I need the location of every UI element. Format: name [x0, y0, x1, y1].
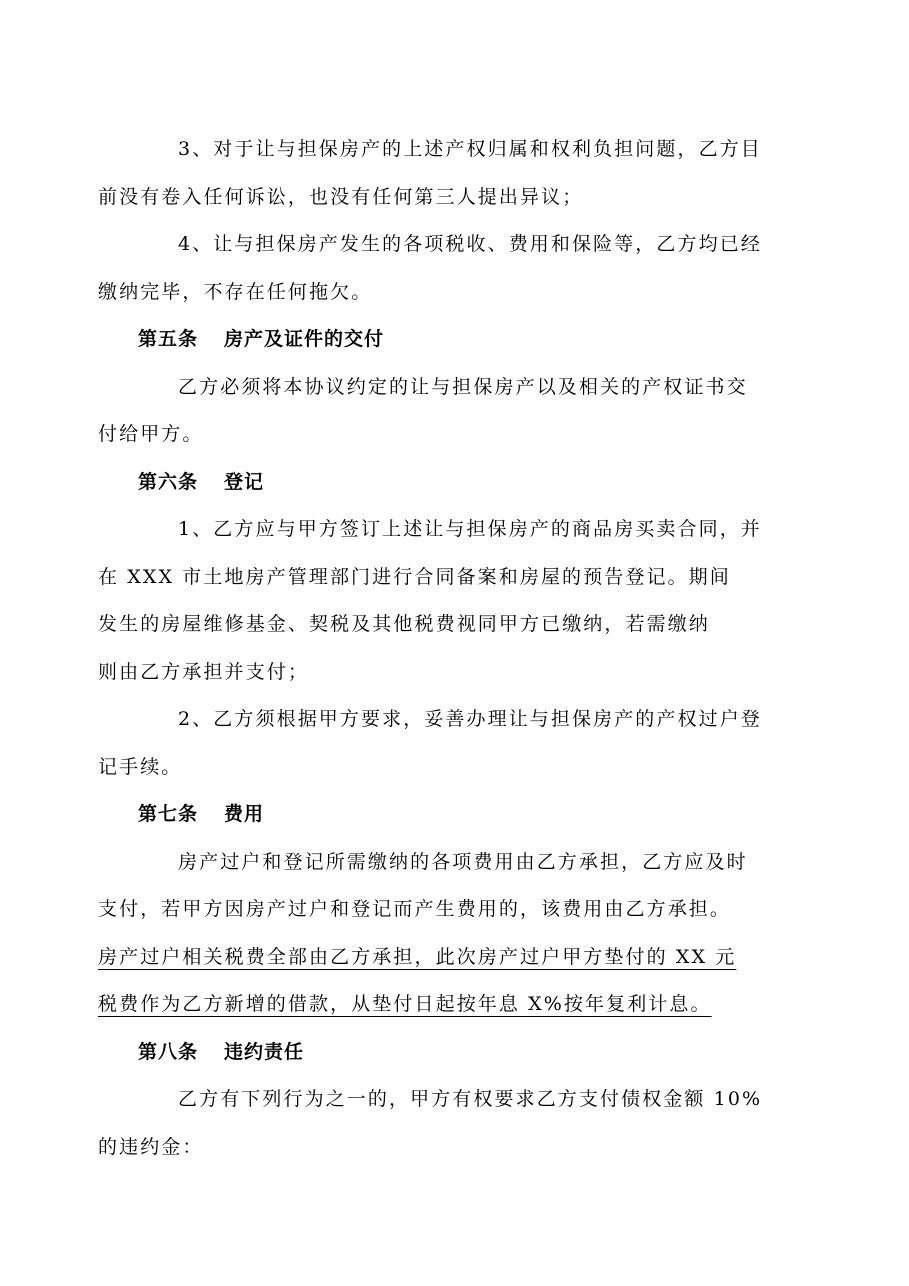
- text-line: 则由乙方承担并支付；: [98, 660, 310, 683]
- document-body: [98, 126, 778, 1171]
- text-line: 2、乙方须根据甲方要求，妥善办理让与担保房产的产权过户登: [178, 708, 762, 730]
- article-6-clause-1: [98, 506, 778, 696]
- article-title: 登记: [224, 470, 265, 493]
- text-line: 付给甲方。: [98, 423, 204, 445]
- underlined-text-line: 房产过户相关税费全部由乙方承担，此次房产过户甲方垫付的 XX 元: [98, 945, 737, 968]
- article-number: 第八条: [138, 1040, 199, 1063]
- article-5-heading: [138, 316, 778, 364]
- text-line: 乙方必须将本协议约定的让与担保房产以及相关的产权证书交: [178, 375, 748, 398]
- article-title: 房产及证件的交付: [224, 328, 385, 350]
- article-8-heading: [138, 1029, 778, 1077]
- article-number: 第五条: [138, 328, 199, 350]
- article-number: 第七条: [138, 803, 199, 825]
- text-line: 1、乙方应与甲方签订上述让与担保房产的商品房买卖合同，并: [178, 518, 762, 540]
- article-5-paragraph: [98, 364, 778, 459]
- article-7-paragraph: [98, 839, 778, 1029]
- article-8-paragraph: [98, 1076, 778, 1171]
- article-title: 违约责任: [224, 1040, 305, 1063]
- text-line: 的违约金：: [98, 1135, 204, 1158]
- text-line: 在 XXX 市土地房产管理部门进行合同备案和房屋的预告登记。期间: [98, 565, 731, 588]
- text-line: 乙方有下列行为之一的，甲方有权要求乙方支付债权金额 10%: [178, 1088, 763, 1110]
- article-6-heading: [138, 459, 778, 507]
- article-6-clause-2: [98, 696, 778, 791]
- text-line: 房产过户和登记所需缴纳的各项费用由乙方承担，乙方应及时: [178, 850, 748, 873]
- text-line: 4、让与担保房产发生的各项税收、费用和保险等，乙方均已经: [178, 233, 762, 255]
- text-line: 前没有卷入任何诉讼，也没有任何第三人提出异议；: [98, 185, 584, 208]
- text-line: 支付，若甲方因房产过户和登记而产生费用的，该费用由乙方承担。: [98, 898, 732, 920]
- underlined-text-line: 税费作为乙方新增的借款，从垫付日起按年息 X%按年复利计息。: [98, 993, 712, 1015]
- text-line: 发生的房屋维修基金、契税及其他税费视同甲方已缴纳，若需缴纳: [98, 613, 710, 635]
- text-line: 缴纳完毕，不存在任何拖欠。: [98, 280, 373, 303]
- article-title: 费用: [224, 803, 265, 825]
- paragraph-clause-4: [98, 221, 778, 316]
- paragraph-clause-3: [98, 126, 778, 221]
- text-line: 记手续。: [98, 755, 183, 778]
- article-7-heading: [138, 791, 778, 839]
- article-number: 第六条: [138, 470, 199, 493]
- text-line: 3、对于让与担保房产的上述产权归属和权利负担问题，乙方目: [178, 138, 762, 160]
